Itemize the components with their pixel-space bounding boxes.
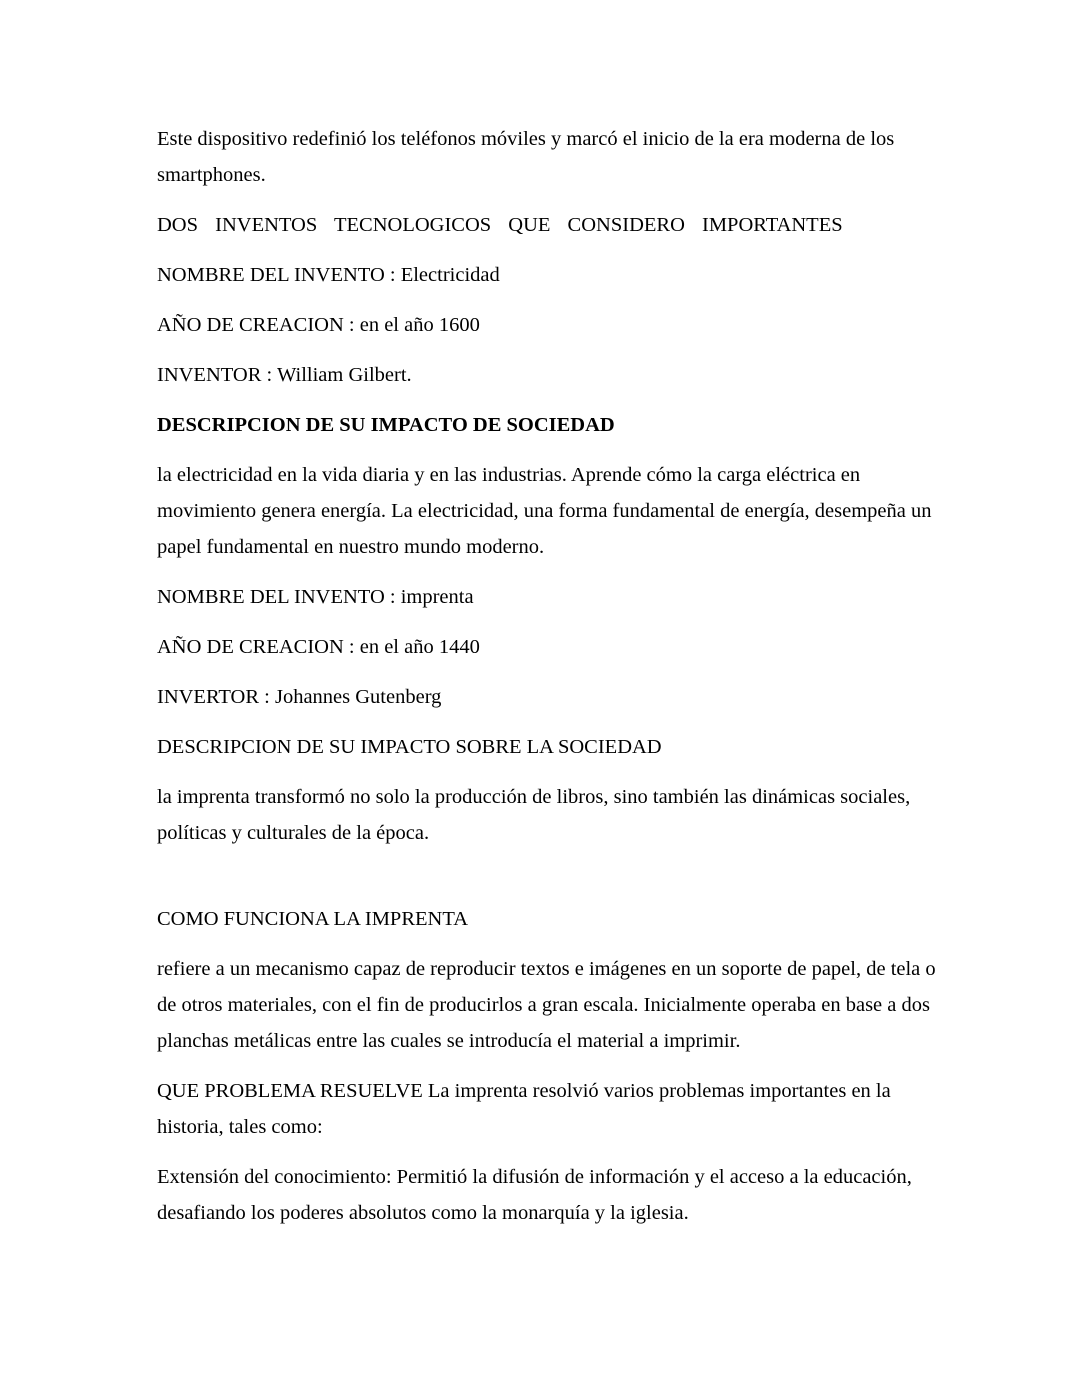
- invention-2-impact-text: la imprenta transformó no solo la producción de libros, sino también las dinámicas sociales, políticas y culturales de la época.: [157, 786, 911, 844]
- knowledge-extension-text: Extensión del conocimiento: Permitió la difusión de información y el acceso a la educación, desafiando los poderes absolutos como la monarquía y la iglesia.: [157, 1166, 912, 1224]
- invention-1-impact-text: la electricidad en la vida diaria y en las industrias. Aprende cómo la carga eléctrica en movimiento genera energía. La electricidad, una forma fundamental de energía, desempeña un papel fundamental en nuestro mundo moderno.: [157, 464, 932, 558]
- invention-2-inventor: INVERTOR : Johannes Gutenberg: [157, 686, 442, 708]
- invention-1-inventor: INVENTOR : William Gilbert.: [157, 364, 412, 386]
- document-body: [157, 121, 947, 1245]
- invention-2-year: AÑO DE CREACION : en el año 1440: [157, 636, 480, 658]
- invention-1-impact-heading: DESCRIPCION DE SU IMPACTO DE SOCIEDAD: [157, 414, 615, 436]
- how-it-works-heading: COMO FUNCIONA LA IMPRENTA: [157, 908, 469, 930]
- problem-solved-text: QUE PROBLEMA RESUELVE La imprenta resolvió varios problemas importantes en la historia, tales como:: [157, 1080, 891, 1138]
- invention-1-name: NOMBRE DEL INVENTO : Electricidad: [157, 264, 500, 286]
- smartphone-paragraph: Este dispositivo redefinió los teléfonos móviles y marcó el inicio de la era moderna de los smartphones.: [157, 128, 895, 186]
- invention-1-year: AÑO DE CREACION : en el año 1600: [157, 314, 480, 336]
- how-it-works-text: refiere a un mecanismo capaz de reproducir textos e imágenes en un soporte de papel, de tela o de otros materiales, con el fin de producirlos a gran escala. Inicialmente operaba en base a dos planchas metálicas entre las cuales se introducía el material a imprimir.: [157, 958, 936, 1052]
- inventions-heading: DOS INVENTOS TECNOLOGICOS QUE CONSIDERO IMPORTANTES: [157, 214, 843, 236]
- invention-2-impact-heading: DESCRIPCION DE SU IMPACTO SOBRE LA SOCIEDAD: [157, 736, 662, 758]
- invention-2-name: NOMBRE DEL INVENTO : imprenta: [157, 586, 474, 608]
